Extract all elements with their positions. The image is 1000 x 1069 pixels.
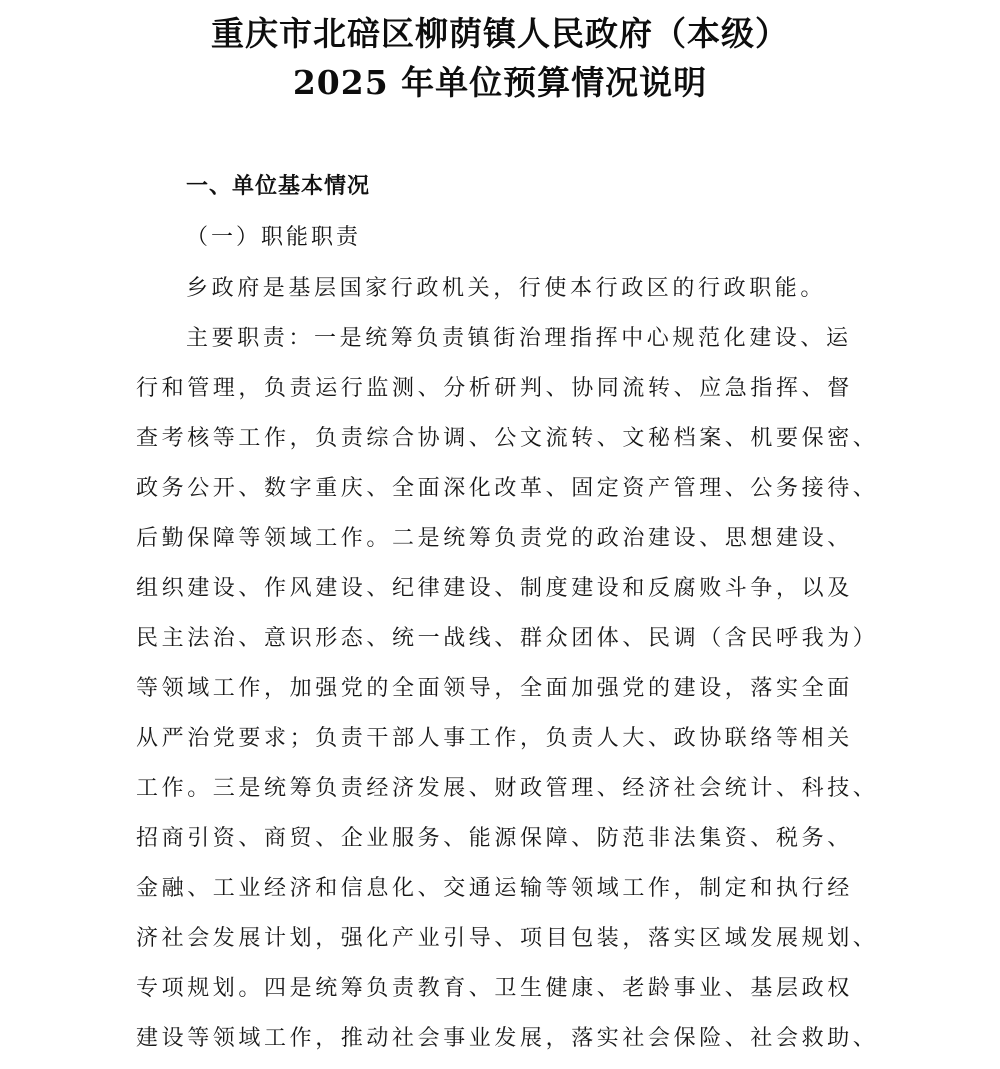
paragraph-line: 等领域工作，加强党的全面领导，全面加强党的建设，落实全面 [136,676,853,701]
document-title-line-1: 重庆市北碚区柳荫镇人民政府（本级） [211,14,789,53]
paragraph-line: 工作。三是统筹负责经济发展、财政管理、经济社会统计、科技、 [136,776,879,801]
paragraph-line: 主要职责：一是统筹负责镇街治理指挥中心规范化建设、运 [186,326,852,351]
paragraph-line: 政务公开、数字重庆、全面深化改革、固定资产管理、公务接待、 [136,476,879,501]
paragraph-line: 查考核等工作，负责综合协调、公文流转、文秘档案、机要保密、 [136,426,879,451]
paragraph-line: 行和管理，负责运行监测、分析研判、协同流转、应急指挥、督 [136,376,853,401]
subsection-heading-duties: （一）职能职责 [186,225,362,250]
paragraph-line: 乡政府是基层国家行政机关，行使本行政区的行政职能。 [186,276,827,301]
paragraph-line: 专项规划。四是统筹负责教育、卫生健康、老龄事业、基层政权 [136,976,853,1001]
paragraph-line: 民主法治、意识形态、统一战线、群众团体、民调（含民呼我为） [136,626,879,651]
paragraph-line: 金融、工业经济和信息化、交通运输等领域工作，制定和执行经 [136,876,853,901]
document-title-line-2: 2025 年单位预算情况说明 [292,63,708,102]
paragraph-line: 从严治党要求；负责干部人事工作，负责人大、政协联络等相关 [136,726,853,751]
paragraph-line: 济社会发展计划，强化产业引导、项目包装，落实区域发展规划、 [136,926,879,951]
paragraph-line: 后勤保障等领域工作。二是统筹负责党的政治建设、思想建设、 [136,526,853,551]
paragraph-line: 招商引资、商贸、企业服务、能源保障、防范非法集资、税务、 [136,826,853,851]
paragraph-line: 建设等领域工作，推动社会事业发展，落实社会保险、社会救助、 [136,1026,879,1051]
paragraph-line: 组织建设、作风建设、纪律建设、制度建设和反腐败斗争，以及 [136,576,853,601]
section-heading-basic-info: 一、单位基本情况 [186,174,371,199]
